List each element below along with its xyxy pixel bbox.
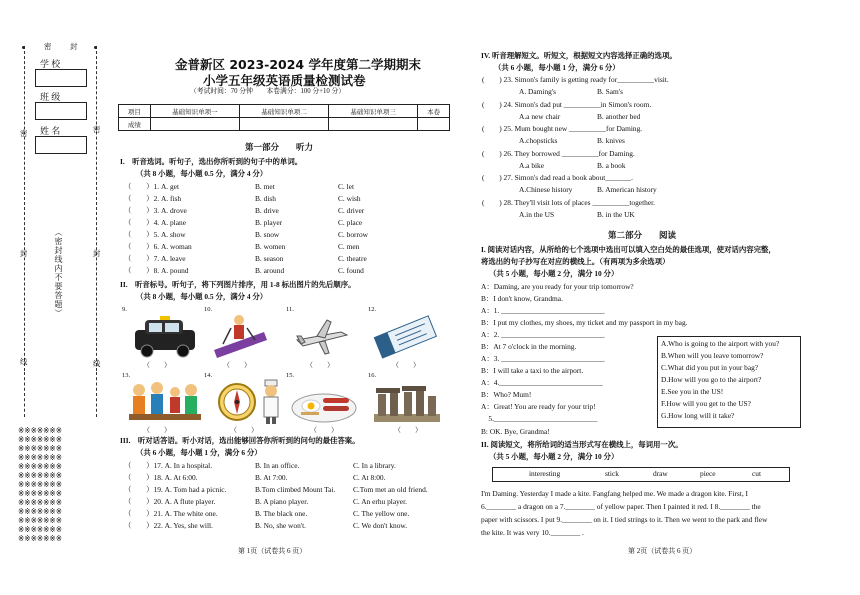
option-b: B. women	[255, 242, 286, 251]
question-item[interactable]: （ ）6. A. woman	[124, 242, 192, 251]
x-row: ※※※※※※※	[18, 462, 62, 471]
option-b: B. season	[255, 254, 284, 263]
dialogue-line: B: OK. Bye, Grandma!	[481, 427, 550, 436]
pic-num: 11.	[286, 306, 294, 313]
pic-num: 12.	[368, 306, 377, 313]
score-input[interactable]	[150, 118, 239, 131]
dialogue-blank[interactable]: A：3. ____________________________	[481, 354, 605, 363]
option-item: E.See you in the US!	[661, 387, 724, 396]
word-bank	[492, 467, 790, 482]
pic-num: 9.	[122, 306, 127, 313]
passage-line[interactable]: 6.________ a dragon on a 7.________ of yellow paper. Then I painted it red. I 8.________ the	[481, 502, 761, 511]
passage-line[interactable]: paper with scissors. I put 9.________ on it. I tied strings to it. Then we went to the park and flew	[481, 515, 768, 524]
option-b: B. met	[255, 182, 275, 191]
option-c: C. An erhu player.	[353, 497, 407, 506]
option-a: A.in the US	[519, 210, 555, 219]
taxi-icon	[127, 312, 202, 362]
option-c: C. At 8:00.	[353, 473, 386, 482]
dialogue-line: B：I don't know, Grandma.	[481, 294, 563, 303]
question-item[interactable]: （ ）1. A. get	[124, 182, 180, 191]
school-field[interactable]	[35, 69, 87, 87]
p2-sec2-title: II. 阅读短文，将所给词的适当形式写在横线上，每词用一次。	[481, 440, 683, 449]
word-bank-word: interesting	[529, 469, 561, 478]
x-row: ※※※※※※※	[18, 534, 62, 543]
option-c: C. The yellow one.	[353, 509, 410, 518]
word-bank-word: draw	[653, 469, 668, 478]
option-c: C. driver	[338, 206, 365, 215]
passage-line[interactable]: the kite. It was very 10.________ .	[481, 528, 584, 537]
dialogue-line: B：Who? Mum!	[481, 390, 532, 399]
seal-line-right	[96, 46, 97, 371]
option-item: D.How will you go to the airport?	[661, 375, 762, 384]
question-item[interactable]: ( ) 28. They'll visit lots of places __________together.	[482, 198, 656, 207]
seal-top-mi: 密	[44, 42, 52, 51]
breakfast-icon	[289, 380, 359, 426]
answer-paren[interactable]: （ ）	[223, 361, 251, 369]
dialogue-blank[interactable]: A：2. ____________________________	[481, 330, 605, 339]
seal-line-left	[24, 46, 25, 371]
family-icon	[125, 378, 203, 426]
question-item[interactable]: （ ）3. A. drove	[124, 206, 187, 215]
x-row: ※※※※※※※	[18, 444, 62, 453]
ticket-icon	[370, 314, 440, 359]
answer-paren[interactable]: （ ）	[143, 361, 171, 369]
dialogue-line: B：I will take a taxi to the airport.	[481, 366, 584, 375]
x-row: ※※※※※※※	[18, 498, 62, 507]
option-b: B. in the UK	[597, 210, 635, 219]
sec2-title: II. 听音标号。听句子，将下列图片排序，用 1-8 标出图片的先后顺序。	[120, 280, 356, 289]
feng-left: 封	[20, 249, 28, 258]
feng-right: 封	[93, 249, 101, 258]
pic-num: 15.	[286, 372, 295, 379]
footer-page-2: 第 2页（试卷共 6 页）	[628, 547, 697, 555]
option-c: C. In a library.	[353, 461, 396, 470]
p2-sec1-points: （共 5 小题，每小题 2 分，满分 10 分）	[489, 269, 619, 278]
option-c: C. place	[338, 218, 363, 227]
question-item[interactable]: （ ）19. A. Tom had a picnic.	[124, 485, 227, 494]
option-c: C. wish	[338, 194, 361, 203]
dialogue-blank[interactable]: A：4.____________________________	[481, 378, 603, 387]
answer-paren[interactable]: （ ）	[392, 361, 420, 369]
option-a: A.a bike	[519, 161, 545, 170]
answer-paren[interactable]: （ ）	[143, 426, 171, 434]
mi-right: 密	[93, 125, 101, 134]
score-input[interactable]	[239, 118, 328, 131]
option-b: B. snow	[255, 230, 280, 239]
score-cell: 成绩	[119, 118, 151, 131]
question-item[interactable]: （ ）22. A. Yes, she will.	[124, 521, 213, 530]
part1-heading: 第一部分 听力	[245, 143, 314, 153]
part2-heading: 第二部分 阅读	[608, 231, 677, 241]
compass-icon	[212, 378, 262, 426]
option-item: F.How will you get to the US?	[661, 399, 751, 408]
question-item[interactable]: （ ）21. A. The white one.	[124, 509, 218, 518]
dialogue-line: A：Great! You are ready for your trip!	[481, 402, 596, 411]
answer-paren[interactable]: （ ）	[306, 361, 334, 369]
option-b: B. drive	[255, 206, 279, 215]
p2-sec1-title: I. 阅读对话内容，从所给的七个选项中选出可以填入空白处的最佳选项，使对话内容完整，	[481, 245, 776, 254]
pic-num: 14.	[204, 372, 213, 379]
score-cell: 项目	[119, 105, 151, 118]
question-item[interactable]: （ ）7. A. leave	[124, 254, 186, 263]
score-cell: 基础知识单项二	[239, 105, 328, 118]
dialogue-blank[interactable]: A：1. ____________________________	[481, 306, 605, 315]
name-label: 姓 名	[40, 126, 61, 136]
options-box	[657, 336, 801, 428]
binding-strip	[0, 0, 108, 595]
option-b: B. dish	[255, 194, 276, 203]
name-field[interactable]	[35, 136, 87, 154]
option-b: B. player	[255, 218, 283, 227]
option-b: B. A piano player.	[255, 497, 309, 506]
option-b: B. At 7:00.	[255, 473, 288, 482]
sec1-points: （共 8 小题，每小题 0.5 分，满分 4 分）	[136, 169, 268, 178]
sec1-title: I. 听音选词。听句子，选出你所听到的句子中的单词。	[120, 157, 303, 166]
mi-left: 密	[20, 129, 28, 138]
seal-line-right-low	[96, 372, 97, 417]
x-row: ※※※※※※※	[18, 471, 62, 480]
x-row: ※※※※※※※	[18, 507, 62, 516]
word-bank-word: piece	[700, 469, 716, 478]
option-b: B. American history	[597, 185, 657, 194]
sec4-points: （共 6 小题，每小题 1 分，满分 6 分）	[494, 63, 620, 72]
option-c: C.Tom met an old friend.	[353, 485, 428, 494]
option-a: A. Daming's	[519, 87, 557, 96]
doctor-icon	[256, 378, 286, 426]
plane-icon	[291, 314, 351, 359]
score-input[interactable]	[418, 118, 450, 131]
question-item[interactable]: ( ) 27. Simon's dad read a book about_______.	[482, 173, 633, 182]
dot	[94, 46, 97, 49]
option-item: C.What did you put in your bag?	[661, 363, 759, 372]
x-row: ※※※※※※※	[18, 426, 62, 435]
sec2-points: （共 8 小题，每小题 0.5 分，满分 4 分）	[136, 292, 268, 301]
school-label: 学 校	[40, 59, 61, 69]
option-c: C. theatre	[338, 254, 367, 263]
seal-line-left-low	[24, 372, 25, 417]
option-a: A.Chinese history	[519, 185, 573, 194]
score-cell: 基础知识单项三	[329, 105, 418, 118]
passage-line: I'm Daming. Yesterday I made a kite. Fangfang helped me. We made a dragon kite. First, I	[481, 489, 749, 498]
stonehenge-icon	[372, 380, 442, 424]
word-bank-word: stick	[605, 469, 619, 478]
question-item[interactable]: ( ) 24. Simon's dad put __________in Simon's room.	[482, 100, 652, 109]
exam-time-info: （考试时间：70 分钟 本卷满分：100 分+10 分）	[190, 88, 346, 95]
seal-top-feng: 封	[70, 42, 78, 51]
question-item[interactable]: ( ) 26. They borrowed __________for Daming.	[482, 149, 635, 158]
score-cell: 本卷	[418, 105, 450, 118]
option-item: G.How long will it take?	[661, 411, 735, 420]
score-cell: 基础知识单项一	[150, 105, 239, 118]
pic-num: 10.	[204, 306, 213, 313]
skier-icon	[209, 310, 269, 362]
option-b: B. Sam's	[597, 87, 623, 96]
x-row: ※※※※※※※	[18, 489, 62, 498]
dialogue-line: A：Daming, are you ready for your trip tomorrow?	[481, 282, 634, 291]
sec3-title: III. 听对话答语。听小对话，选出能够回答你所听到的问句的最佳答案。	[120, 436, 360, 445]
question-item[interactable]: （ ）17. A. In a hospital.	[124, 461, 213, 470]
option-c: C. borrow	[338, 230, 368, 239]
dot	[22, 46, 25, 49]
pic-num: 16.	[368, 372, 377, 379]
x-row: ※※※※※※※	[18, 480, 62, 489]
score-input[interactable]	[329, 118, 418, 131]
xian-right: 线	[93, 359, 101, 368]
question-item[interactable]: （ ）8. A. pound	[124, 266, 189, 275]
class-label: 班 级	[40, 92, 61, 102]
question-item[interactable]: （ ）20. A. A flute player.	[124, 497, 216, 506]
option-b: B. In an office.	[255, 461, 300, 470]
x-row: ※※※※※※※	[18, 435, 62, 444]
p2-sec2-points: （共 5 小题，每小题 2 分，满分 10 分）	[489, 452, 619, 461]
dialogue-line: B：At 7 o'clock in the morning.	[481, 342, 577, 351]
option-b: B. knives	[597, 136, 625, 145]
option-item: A.Who is going to the airport with you?	[661, 339, 780, 348]
x-row: ※※※※※※※	[18, 516, 62, 525]
option-b: B. a book	[597, 161, 626, 170]
word-bank-word: cut	[752, 469, 762, 478]
x-row: ※※※※※※※	[18, 525, 62, 534]
option-b: B. No, she won't.	[255, 521, 307, 530]
option-c: C. men	[338, 242, 360, 251]
option-c: C. found	[338, 266, 364, 275]
sec3-points: （共 6 小题，每小题 1 分，满分 6 分）	[136, 448, 262, 457]
option-c: C. let	[338, 182, 355, 191]
question-item[interactable]: （ ）2. A. fish	[124, 194, 182, 203]
question-item[interactable]: （ ）18. A. At 6:00.	[124, 473, 198, 482]
option-item: B.When will you leave tomorrow?	[661, 351, 764, 360]
dialogue-line: B：I put my clothes, my shoes, my ticket and my passport in my bag.	[481, 318, 688, 327]
answer-paren[interactable]: （ ）	[310, 426, 338, 434]
option-b: B.Tom climbed Mount Tai.	[255, 485, 336, 494]
p2-sec1-title2: 将选出的句子抄写在对应的横线上。（有两项为多余选项）	[481, 257, 670, 266]
pic-num: 13.	[122, 372, 131, 379]
score-table	[118, 104, 450, 131]
option-a: A.a new chair	[519, 112, 561, 121]
option-b: B. another bed	[597, 112, 641, 121]
question-item[interactable]: （ ）5. A. show	[124, 230, 186, 239]
seal-note: （密封线内不要答题）	[54, 228, 63, 318]
option-a: A.chopsticks	[519, 136, 558, 145]
option-b: B. around	[255, 266, 285, 275]
x-row: ※※※※※※※	[18, 453, 62, 462]
question-item[interactable]: ( ) 25. Mum bought new __________for Daming.	[482, 124, 643, 133]
exam-title: 金普新区 2023-2024 学年度第二学期期末	[175, 57, 421, 72]
answer-paren[interactable]: （ ）	[394, 426, 422, 434]
sec4-title: IV. 听音理解短文。听短文，根据短文内容选择正确的选项。	[481, 51, 677, 60]
question-item[interactable]: （ ）4. A. plane	[124, 218, 186, 227]
exam-subtitle: 小学五年级英语质量检测试卷	[203, 73, 366, 88]
xian-left: 线	[20, 357, 28, 366]
dialogue-blank[interactable]: 5.____________________________	[481, 414, 598, 423]
option-c: C. We don't know.	[353, 521, 408, 530]
option-b: B. The black one.	[255, 509, 308, 518]
question-item[interactable]: ( ) 23. Simon's family is getting ready for__________visit.	[482, 75, 669, 84]
answer-paren[interactable]: （ ）	[230, 426, 258, 434]
class-field[interactable]	[35, 102, 87, 120]
footer-page-1: 第 1页（试卷共 6 页）	[238, 547, 307, 555]
